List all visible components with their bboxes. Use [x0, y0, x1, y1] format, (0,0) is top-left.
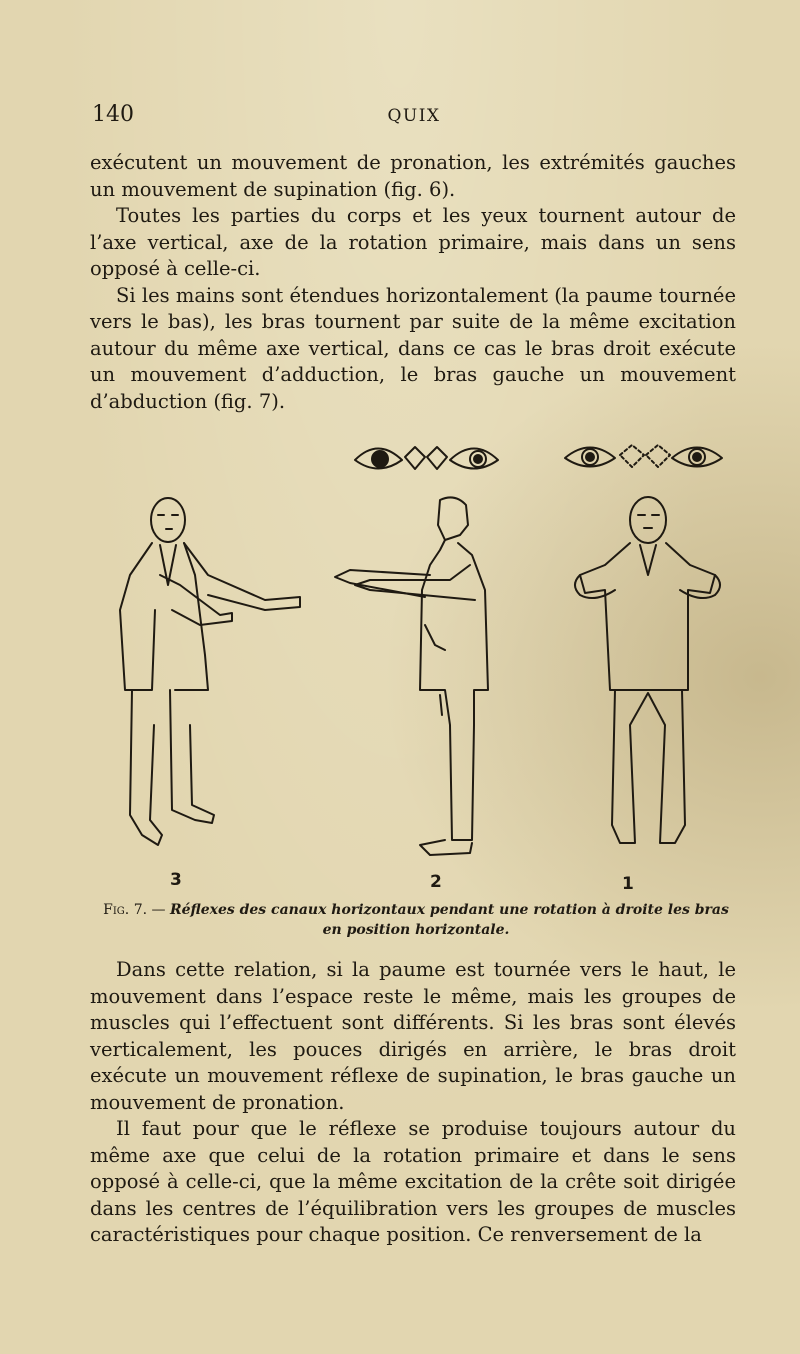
paragraph: Il faut pour que le réflexe se produise toujours autour du même axe que celui de la rotation primaire et dans le sens opposé à celle-ci, que la même excitation de la crête soit dirigée dans les centres de l’équilibration vers les groupes de muscles caractéristiques pour chaque position. Ce renversement de la [90, 1117, 736, 1246]
paragraph: Toutes les parties du corps et les yeux tournent autour de l’axe vertical, axe de la rotation primaire, mais dans un sens opposé à celle-ci. [90, 204, 736, 280]
paragraph: Si les mains sont étendues horizontalement (la paume tournée vers le bas), les bras tournent par suite de la même excitation autour du même axe vertical, dans ce cas le bras droit exécute un mouvement d’adduction, le bras gauche un mouvement d’abduction (fig. 7). [90, 283, 736, 413]
page-number: 140 [92, 102, 134, 127]
text-block-bottom [90, 957, 736, 1249]
running-head: QUIX [387, 106, 441, 126]
eyes-diagram-left [355, 447, 498, 469]
panel-label-2: 2 [430, 872, 442, 892]
caption-label: Fig. 7. — [103, 902, 166, 918]
caption-text: Réflexes des canaux horizontaux pendant une rotation à droite les bras en position horizontale. [169, 902, 729, 938]
page-header [92, 100, 736, 130]
eyes-diagram-right [565, 445, 722, 467]
paragraph: exécutent un mouvement de pronation, les extrémités gauches un mouvement de supination (fig. 6). [90, 151, 736, 201]
figure-caption [96, 900, 736, 940]
paragraph: Dans cette relation, si la paume est tournée vers le haut, le mouvement dans l’espace reste le même, mais les groupes de muscles qui l’effectuent sont différents. Si les bras sont élevés verticalement, les pouces dirigés en arrière, le bras droit exécute un mouvement réflexe de supination, le bras gauche un mouvement de pronation. [90, 958, 736, 1114]
figure-7 [100, 425, 740, 895]
figure-3-man [120, 498, 300, 845]
figure-1-man [575, 497, 720, 843]
panel-label-3: 3 [170, 870, 182, 890]
figure-2-man [335, 497, 488, 855]
text-block-top [90, 150, 736, 415]
panel-label-1: 1 [622, 874, 634, 894]
figure-illustration [100, 425, 740, 895]
